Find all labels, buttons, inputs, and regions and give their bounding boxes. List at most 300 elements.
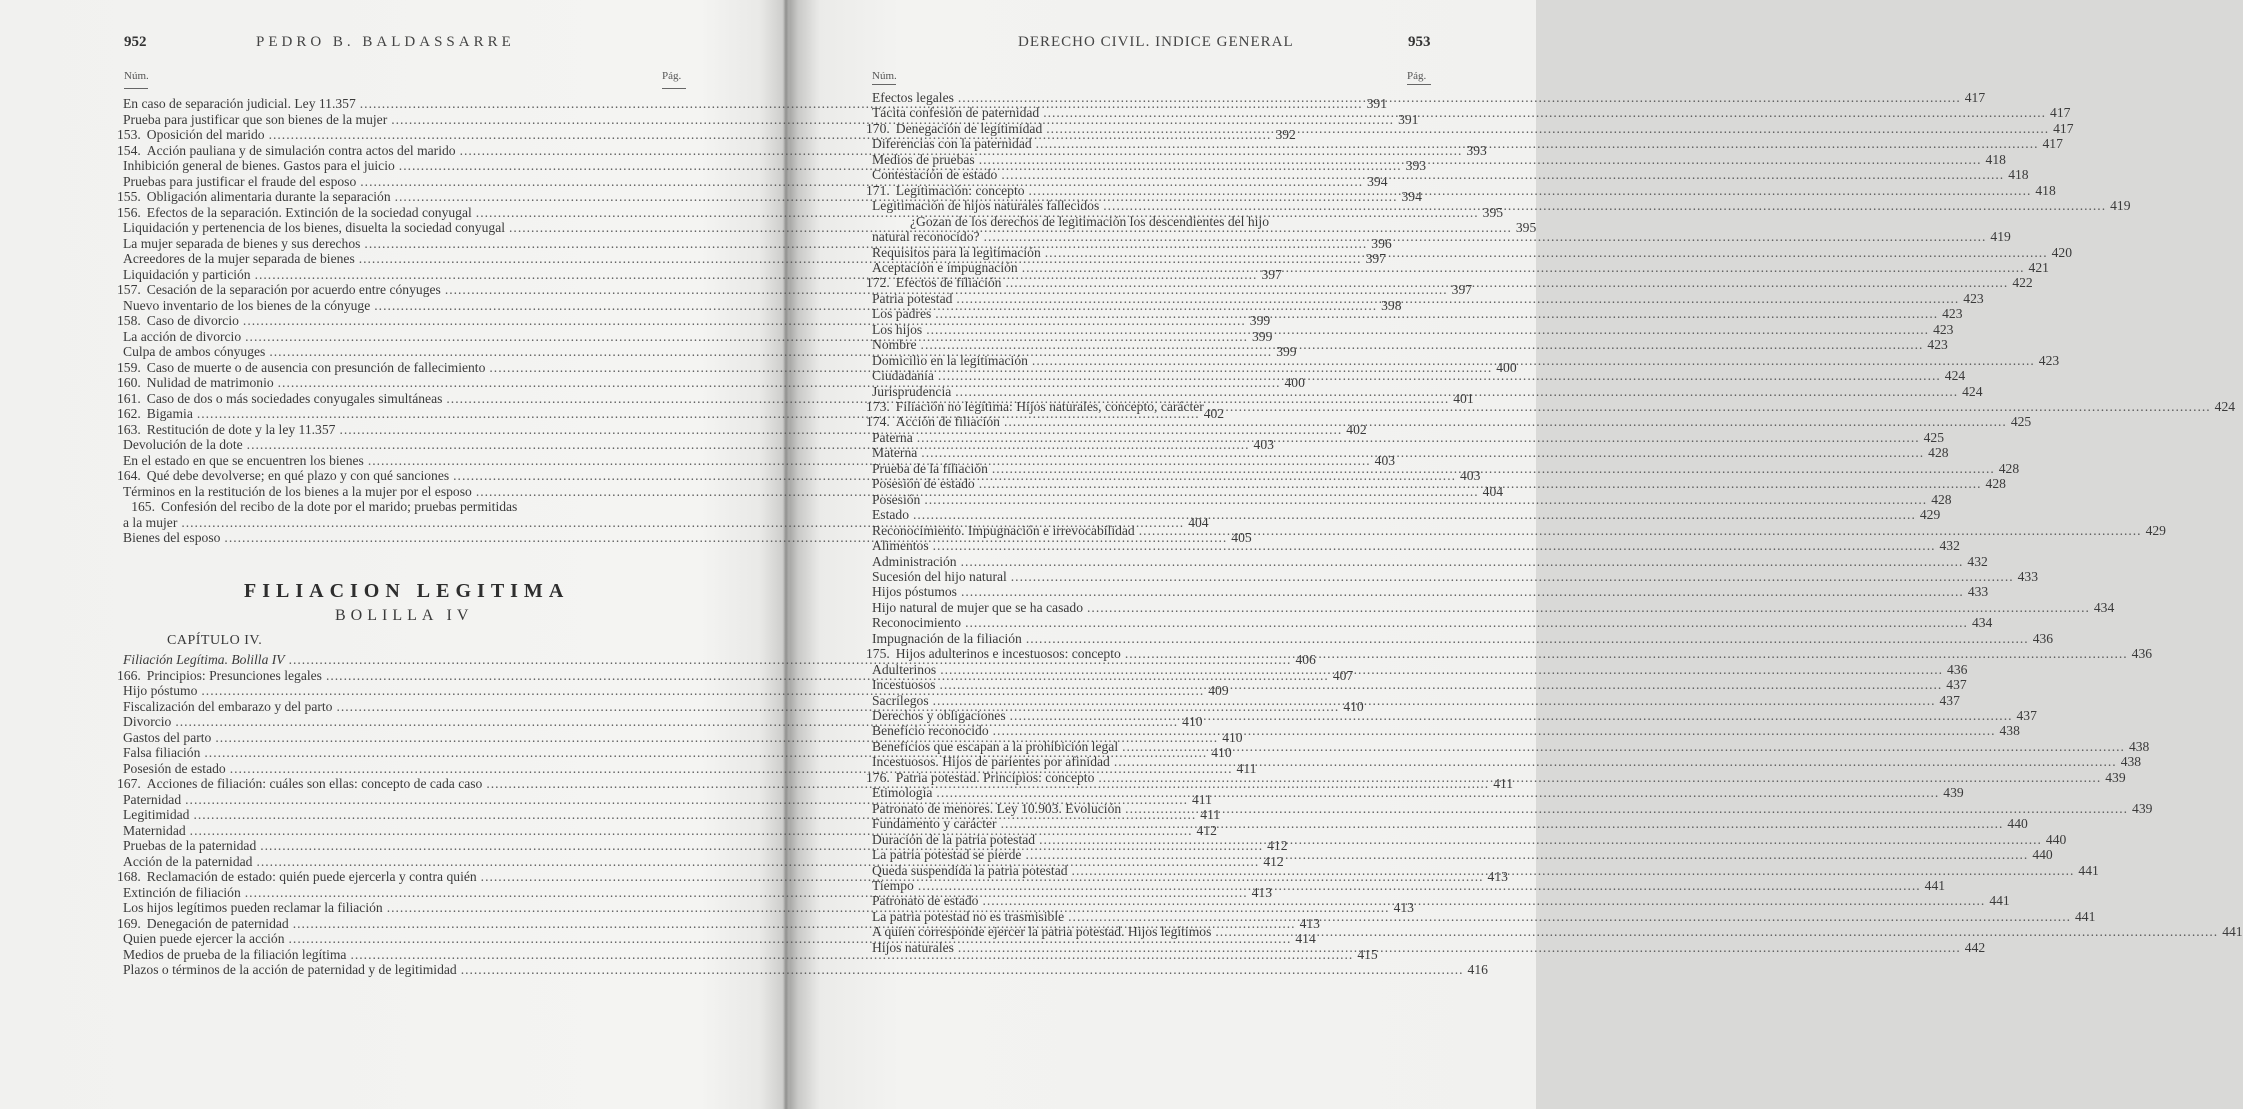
index-entry [866, 924, 2243, 940]
dot-leader [935, 306, 1938, 322]
entry-title: En caso de separación judicial. Ley 11.357 [123, 96, 356, 111]
chapter-heading: CAPÍTULO IV. [167, 633, 263, 648]
entry-title: Paternidad [123, 791, 182, 807]
entry-page: 438 [2120, 754, 2142, 770]
entry-title: Materna [872, 445, 918, 461]
entry-page: 417 [2042, 136, 2063, 152]
entry-number: 164. [117, 468, 141, 483]
entry-title: Fiscalización del embarazo y del parto [123, 698, 333, 714]
running-head: DERECHO CIVIL. INDICE GENERAL [1018, 34, 1294, 50]
entry-page: 401 [1453, 390, 1474, 406]
index-entry [866, 893, 2010, 909]
entry-number: 158. [117, 313, 141, 328]
entry-title: Efectos de filiación [895, 275, 1002, 291]
entry-number: 157. [117, 282, 141, 297]
entry-title: Paterna [872, 429, 913, 445]
entry-title: Qué debe devolverse; en qué plazo y con qué sanciones [146, 468, 450, 483]
entry-title: Pruebas de la paternidad [123, 838, 257, 853]
entry-page: 402 [1346, 421, 1367, 437]
entry-title: Principios: Presunciones legales [146, 667, 322, 683]
num-column-rule [124, 88, 148, 89]
dot-leader [961, 554, 1964, 570]
entry-title: Plazos o términos de la acción de paternidad y de legitimidad [123, 962, 457, 977]
entry-page: 416 [1467, 962, 1488, 977]
entry-title: Patria potestad. Principios: concepto [895, 769, 1095, 785]
entry-page: 428 [1998, 460, 2020, 476]
entry-title: a la mujer [123, 514, 178, 530]
entry-page: 410 [1343, 698, 1364, 714]
entry-page: 413 [1393, 900, 1414, 915]
entry-page: 423 [1927, 337, 1948, 353]
entry-title: Extinción de filiación [123, 884, 241, 900]
index-entry [117, 962, 1488, 978]
entry-page: 403 [1460, 468, 1481, 483]
entry-title: Derechos y obligaciones [872, 708, 1006, 723]
entry-page: 415 [1357, 946, 1378, 962]
entry-title: Requisitos para la legitimación [872, 244, 1041, 260]
entry-page: 397 [1365, 251, 1386, 266]
index-entry [866, 908, 2096, 925]
entry-page: 403 [1253, 437, 1274, 452]
entry-title: Liquidación y partición [123, 266, 251, 282]
section-title: FILIACION LEGITIMA [244, 580, 570, 602]
entry-page: 429 [1919, 507, 1941, 523]
entry-page: 394 [1367, 173, 1388, 189]
entry-title: Patronato de menores. Ley 10.903. Evolución [872, 800, 1122, 816]
entry-title: Domicilio en la legitimación [872, 352, 1028, 368]
entry-page: 391 [1366, 96, 1388, 111]
entry-title: Alimentos [872, 538, 929, 554]
entry-title: Duración de la patria potestad [872, 831, 1036, 847]
entry-title: Reclamación de estado: quién puede ejercerla y contra quién [146, 869, 477, 884]
index-entry [866, 259, 2049, 276]
index-entry [866, 677, 1967, 693]
entry-page: 399 [1249, 313, 1271, 328]
dot-leader [1087, 600, 2090, 616]
dot-leader [1068, 909, 2071, 925]
dot-leader [1010, 708, 2013, 724]
entry-page: 441 [2075, 908, 2096, 924]
dot-leader [917, 430, 1920, 446]
entry-page: 404 [1482, 483, 1504, 499]
entry-title: Términos en la restitución de los bienes a la mujer por el esposo [123, 483, 472, 499]
entry-number: 156. [117, 204, 141, 220]
index-entry [866, 229, 2011, 245]
dot-leader [965, 615, 1968, 631]
entry-title: Obligación alimentaria durante la separación [146, 189, 391, 204]
num-column-label: Núm. [124, 70, 149, 82]
entry-title: Sacrílegos [872, 692, 929, 708]
entry-number: 176. [866, 769, 890, 785]
dot-leader [1026, 631, 2029, 647]
entry-page: 397 [1451, 282, 1473, 297]
index-entry [866, 661, 1968, 678]
index-entry [866, 939, 1986, 956]
entry-title: Falsa filiación [123, 745, 201, 760]
entry-number: 167. [117, 776, 141, 791]
entry-page: 393 [1405, 158, 1427, 173]
entry-page: 436 [2032, 630, 2054, 646]
entry-page: 436 [2131, 646, 2153, 662]
entry-page: 438 [1999, 723, 2020, 739]
dot-leader [1011, 569, 2014, 585]
index-entry [866, 847, 2053, 863]
entry-page: 423 [1963, 290, 1984, 306]
entry-number: 165. [131, 499, 155, 514]
entry-number: 159. [117, 359, 141, 375]
dot-leader [926, 322, 1929, 338]
index-entry [866, 723, 2020, 739]
dot-leader [1122, 739, 2125, 755]
index-entry [866, 538, 1960, 554]
index-entry [866, 738, 2150, 755]
dot-leader [1103, 198, 2106, 214]
dot-leader [939, 677, 1942, 693]
dot-leader [993, 723, 1996, 739]
entry-page: 417 [2050, 105, 2071, 121]
num-column-rule [872, 84, 896, 85]
dot-leader [1114, 754, 2117, 770]
index-entry [866, 290, 1984, 307]
entry-title: natural reconocido? [872, 229, 980, 245]
entry-title: Medios de pruebas [872, 151, 975, 167]
entry-page: 413 [1487, 869, 1508, 884]
dot-leader [1001, 167, 2004, 183]
dot-leader [958, 940, 1961, 956]
entry-page: 437 [1946, 677, 1967, 693]
entry-title: Sucesión del hijo natural [872, 568, 1007, 584]
page-number: 953 [1408, 34, 1431, 50]
entry-title: Los hijos legítimos pueden reclamar la filiación [123, 900, 383, 915]
entry-number: 175. [866, 646, 890, 662]
entry-page: 441 [2078, 862, 2099, 878]
dot-leader [982, 893, 1985, 909]
entry-title: Filiación Legítima. Bolilla IV [123, 652, 285, 667]
index-entry [866, 800, 2153, 817]
entry-title: Legitimación de hijos naturales fallecidos [872, 198, 1100, 214]
entry-page: 423 [1933, 321, 1954, 337]
entry-title: Contestación de estado [872, 167, 998, 183]
entry-number: 162. [117, 406, 141, 421]
index-entry [866, 399, 2236, 415]
entry-title: Caso de divorcio [146, 313, 239, 328]
entry-number: 153. [117, 127, 141, 142]
entry-page: 418 [2008, 167, 2029, 183]
entry-page: 392 [1275, 127, 1296, 142]
index-entry [866, 368, 1966, 384]
section-subtitle: BOLILLA IV [335, 607, 474, 624]
entry-title: Patria potestad [872, 290, 953, 306]
dot-leader [921, 337, 1924, 353]
entry-title: Administración [872, 553, 957, 569]
entry-number: 155. [117, 189, 141, 204]
entry-title: Acción de la paternidad [123, 853, 253, 869]
index-entry [866, 445, 1949, 461]
entry-title: Caso de muerte o de ausencia con presunción de fallecimiento [146, 359, 486, 375]
entry-page: 433 [2017, 568, 2039, 584]
entry-title: Legitimidad [123, 807, 190, 822]
entry-page: 412 [1263, 853, 1284, 869]
entry-page: 439 [2132, 800, 2153, 816]
page-column-label: Pág. [662, 70, 682, 82]
entry-title: Reconocimiento [872, 615, 962, 631]
entry-page: 423 [1942, 306, 1963, 322]
entry-page: 422 [2012, 275, 2033, 291]
entry-title: Prueba para justificar que son bienes de la mujer [123, 111, 388, 127]
entry-page: 424 [2214, 399, 2236, 414]
entry-page: 434 [1971, 615, 1993, 631]
entry-page: 417 [2053, 120, 2074, 136]
entry-title: La patria potestad se pierde [872, 847, 1022, 863]
index-entry [866, 214, 1434, 230]
dot-leader [933, 693, 1936, 709]
index-entry [866, 785, 1964, 801]
entry-title: Bienes del esposo [123, 530, 221, 545]
index-entry [866, 568, 2039, 585]
entry-page: 441 [1924, 877, 1946, 893]
entry-number: 174. [866, 414, 890, 430]
dot-leader [1022, 260, 2025, 276]
entry-title: Queda suspendida la patria potestad [872, 862, 1068, 878]
index-entry [866, 105, 2071, 121]
dot-leader [1215, 924, 2218, 940]
entry-title: Acción pauliana y de simulación contra actos del marido [146, 142, 456, 158]
entry-page: 437 [2016, 708, 2037, 723]
entry-page: 438 [2128, 738, 2150, 754]
entry-page: 395 [1482, 204, 1504, 220]
entry-title: Diferencias con la paternidad [872, 136, 1032, 152]
entry-title: Acreedores de la mujer separada de bienes [123, 251, 355, 266]
index-entry [866, 646, 2153, 662]
entry-page: 428 [1985, 476, 2006, 492]
entry-title: Beneficio reconocido [872, 723, 989, 739]
entry-title: Nulidad de matrimonio [146, 375, 274, 390]
dot-leader [940, 662, 1943, 678]
entry-page: 420 [2051, 244, 2072, 260]
entry-title: Filiación no legítima: Hijos naturales, concepto, carácter [895, 399, 1204, 414]
entry-page: 404 [1188, 514, 1209, 530]
dot-leader [1045, 245, 2048, 261]
entry-page: 441 [1989, 893, 2010, 909]
entry-title: La mujer separada de bienes y sus derechos [123, 235, 361, 251]
entry-title: Etimología [872, 785, 933, 801]
dot-leader [1098, 770, 2101, 786]
entry-title: Cesación de la separación por acuerdo entre cónyuges [146, 282, 441, 297]
dot-leader [955, 384, 1958, 400]
entry-title: Hijos adulterinos e incestuosos: concepto [895, 646, 1121, 662]
dot-leader [938, 368, 1941, 384]
entry-title: Maternidad [123, 822, 186, 838]
index-entry [866, 414, 2032, 430]
right-page [800, 0, 2243, 1109]
entry-page: 410 [1211, 745, 1232, 760]
entry-title: Oposición del marido [146, 127, 265, 142]
entry-page: 403 [1374, 452, 1396, 468]
entry-page: 405 [1231, 530, 1252, 545]
entry-page: 407 [1332, 667, 1354, 683]
dot-leader [1125, 646, 2128, 662]
entry-page: 413 [1251, 884, 1273, 900]
entry-number: 163. [117, 421, 141, 437]
entry-title: Hijo póstumo [123, 683, 198, 698]
dot-leader [1004, 414, 2007, 430]
entry-page: 409 [1208, 683, 1229, 698]
entry-title: Caso de dos o más sociedades conyugales simultáneas [146, 390, 443, 406]
entry-title: ¿Gozan de los derechos de legitimación los descendientes del hijo [910, 213, 1269, 229]
entry-page: 432 [1939, 538, 1960, 554]
dot-leader [1125, 801, 2128, 817]
entry-title: Acciones de filiación: cuáles son ellas: concepto de cada caso [146, 776, 483, 791]
entry-title: Impugnación de la filiación [872, 630, 1022, 646]
entry-page: 437 [1939, 692, 1960, 708]
index-entry [866, 630, 2054, 647]
entry-page: 418 [2035, 182, 2056, 198]
entry-number: 166. [117, 667, 141, 683]
entry-title: Jurisprudencia [872, 383, 952, 399]
index-entry [866, 182, 2056, 199]
entry-page: 425 [1923, 429, 1944, 445]
dot-leader [1139, 523, 2142, 539]
index-entry [866, 244, 2072, 261]
entry-page: 432 [1967, 553, 1988, 569]
entry-title: Pruebas para justificar el fraude del esposo [123, 173, 357, 189]
entry-title: Prueba de la filiación [872, 460, 988, 476]
entry-page: 421 [2028, 259, 2049, 275]
entry-title: Nuevo inventario de los bienes de la cónyuge [123, 297, 371, 313]
index-entry [866, 90, 1986, 106]
entry-title: Adulterinos [872, 661, 937, 677]
entry-page: 399 [1276, 344, 1297, 359]
page-column-rule [1407, 84, 1431, 85]
entry-number: 154. [117, 142, 141, 158]
entry-title: En el estado en que se encuentren los bienes [123, 452, 364, 468]
index-entry [866, 337, 1948, 353]
entry-page: 433 [1967, 584, 1989, 600]
entry-title: Inhibición general de bienes. Gastos para el juicio [123, 158, 395, 173]
entry-page: 399 [1251, 328, 1273, 344]
num-column-label: Núm. [872, 70, 897, 82]
entry-title: Beneficios que escapan a la prohibición legal [872, 738, 1119, 754]
dot-leader [979, 476, 1982, 492]
entry-page: 413 [1299, 915, 1320, 931]
entry-number: 173. [866, 399, 890, 414]
entry-page: 429 [2145, 522, 2166, 538]
entry-title: Estado [872, 507, 909, 523]
index-entry [866, 754, 2142, 770]
entry-number: 169. [117, 915, 141, 931]
entry-page: 414 [1295, 931, 1316, 946]
entry-page: 424 [1944, 368, 1966, 384]
entry-page: 400 [1496, 359, 1517, 375]
entry-page: 439 [1943, 785, 1964, 801]
entry-page: 398 [1381, 297, 1402, 313]
dot-leader [1072, 863, 2075, 879]
entry-page: 393 [1466, 142, 1487, 158]
entry-page: 412 [1196, 822, 1217, 838]
index-entry [866, 151, 2006, 168]
entry-number: 171. [866, 182, 890, 198]
entry-title: Legitimación: concepto [895, 182, 1025, 198]
entry-title: Los hijos [872, 321, 923, 337]
entry-page: 395 [1515, 220, 1537, 235]
entry-page: 442 [1964, 939, 1986, 955]
entry-title: A quien corresponde ejercer la patria potestad. Hijos legítimos [872, 924, 1212, 940]
entry-page: 419 [1990, 229, 2011, 245]
dot-leader [921, 445, 1924, 461]
entry-title: Ciudadanía [872, 368, 934, 384]
entry-title: Aceptación e impugnación [872, 259, 1018, 275]
entry-title: Efectos de la separación. Extinción de la sociedad conyugal [146, 204, 472, 220]
entry-page: 417 [1964, 90, 1986, 105]
dot-leader [1025, 847, 2028, 863]
entry-title: Culpa de ambos cónyuges [123, 344, 266, 359]
entry-page: 419 [2110, 198, 2131, 214]
entry-title: Hijos póstumos [872, 584, 957, 600]
dot-leader [918, 878, 1921, 894]
entry-title: Fundamento y carácter [872, 816, 997, 832]
entry-title: Denegación de legitimidad [895, 120, 1043, 136]
index-entry [866, 831, 2067, 848]
entry-page: 396 [1371, 235, 1392, 251]
dot-leader [936, 785, 1939, 801]
entry-title: Tiempo [872, 877, 914, 893]
dot-leader [979, 152, 1982, 168]
running-head: PEDRO B. BALDASSARRE [256, 34, 515, 50]
dot-leader [1005, 275, 2008, 291]
entry-title: Posesión de estado [123, 760, 226, 776]
entry-page: 412 [1267, 838, 1288, 853]
dot-leader [933, 538, 1936, 554]
entry-page: 428 [1931, 491, 1952, 507]
dot-leader [924, 492, 1927, 508]
entry-page: 397 [1261, 266, 1282, 282]
entry-page: 411 [1191, 791, 1212, 807]
entry-title: Tácita confesión de paternidad [872, 105, 1040, 121]
dot-leader [1032, 353, 2035, 369]
entry-title: Bigamia [146, 406, 193, 421]
entry-page: 406 [1295, 652, 1316, 667]
entry-page: 423 [2038, 352, 2060, 368]
index-entry [866, 507, 1941, 523]
page-number: 952 [124, 34, 147, 50]
index-entry [866, 167, 2029, 183]
entry-page: 425 [2010, 414, 2032, 430]
entry-page: 441 [2222, 924, 2243, 940]
entry-title: Incestuosos [872, 677, 936, 693]
entry-page: 418 [1985, 151, 2006, 167]
entry-title: Restitución de dote y la ley 11.357 [146, 421, 336, 437]
entry-title: Divorcio [123, 714, 172, 729]
dot-leader [984, 229, 1987, 245]
dot-leader [961, 584, 1964, 600]
entry-number: 161. [117, 390, 141, 406]
index-entry [117, 499, 687, 515]
index-entry [866, 584, 1989, 600]
entry-number: 172. [866, 275, 890, 291]
entry-page: 411 [1236, 760, 1257, 776]
entry-page: 402 [1203, 406, 1225, 421]
dot-leader [1001, 816, 2004, 832]
entry-title: Incestuosos. Hijos de parientes por afinidad [872, 754, 1110, 770]
index-entry [866, 708, 2037, 724]
entry-title: Denegación de paternidad [146, 915, 289, 931]
entry-page: 440 [2045, 831, 2067, 847]
entry-title: Quien puede ejercer la acción [123, 931, 285, 946]
dot-leader [1043, 105, 2046, 121]
entry-number: 168. [117, 869, 141, 884]
entry-page: 434 [2093, 599, 2115, 615]
dot-leader [1208, 399, 2211, 415]
